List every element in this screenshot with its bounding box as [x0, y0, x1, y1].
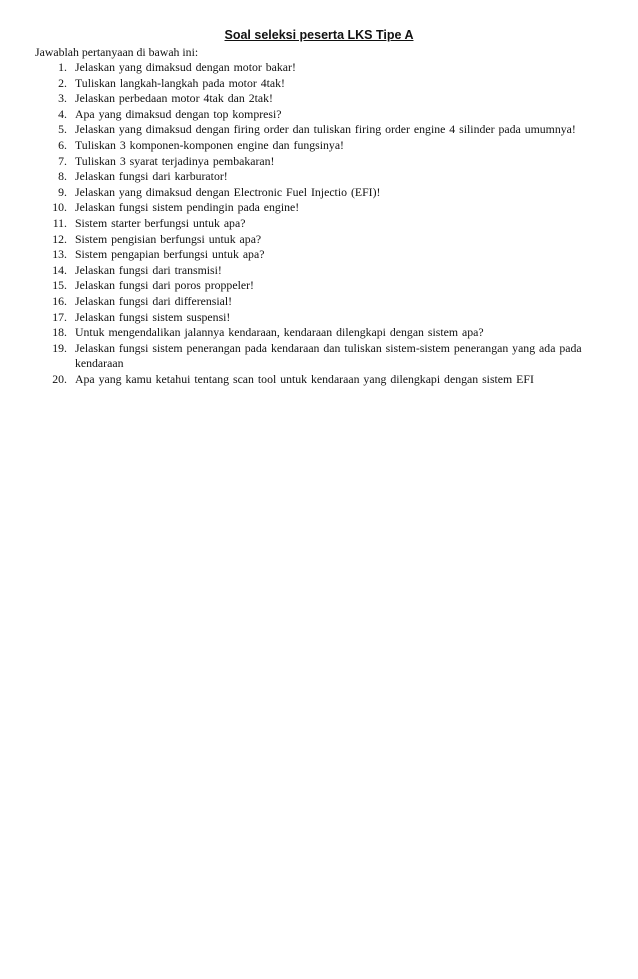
- question-item: [35, 185, 615, 201]
- question-number: 8.: [58, 169, 67, 184]
- question-text: Jelaskan fungsi dari poros proppeler!: [75, 278, 254, 293]
- question-item: [35, 247, 615, 263]
- question-number: 12.: [52, 231, 67, 246]
- question-text: Jelaskan yang dimaksud dengan motor bakar!: [75, 60, 296, 74]
- question-item: [35, 341, 615, 372]
- question-item: [35, 372, 615, 388]
- question-text: Tuliskan langkah-langkah pada motor 4tak!: [75, 75, 285, 90]
- instructions-text: Jawablah pertanyaan di bawah ini:: [35, 45, 199, 59]
- question-number: 9.: [58, 184, 67, 199]
- question-text: Jelaskan perbedaan motor 4tak dan 2tak!: [75, 91, 273, 106]
- question-text: Jelaskan fungsi sistem pendingin pada engine!: [75, 200, 300, 215]
- question-item: [35, 232, 615, 248]
- question-text: Apa yang dimaksud dengan top kompresi?: [75, 106, 282, 121]
- document-title: Soal seleksi peserta LKS Tipe A: [224, 28, 414, 42]
- question-number: 2.: [58, 75, 67, 90]
- question-item: [35, 154, 615, 170]
- question-number: 10.: [52, 200, 67, 215]
- question-text: Untuk mengendalikan jalannya kendaraan, kendaraan dilengkapi dengan sistem apa?: [75, 325, 484, 340]
- question-number: 19.: [52, 340, 67, 355]
- question-text: Jelaskan yang dimaksud dengan firing order dan tuliskan firing order engine 4 silinder pada umumnya!: [75, 122, 576, 137]
- question-number: 16.: [52, 293, 67, 308]
- question-text: Jelaskan fungsi dari differensial!: [75, 293, 233, 308]
- question-text: Sistem pengisian berfungsi untuk apa?: [75, 231, 262, 246]
- question-number: 4.: [58, 106, 67, 121]
- question-number: 7.: [58, 153, 67, 168]
- question-text: Jelaskan yang dimaksud dengan Electronic Fuel Injectio (EFI)!: [75, 184, 381, 199]
- question-item: [35, 138, 615, 154]
- question-text: Jelaskan fungsi dari transmisi!: [75, 262, 222, 277]
- question-text: Sistem pengapian berfungsi untuk apa?: [75, 247, 265, 262]
- question-number: 5.: [58, 122, 67, 137]
- question-number: 18.: [52, 325, 67, 340]
- question-item: [35, 200, 615, 216]
- question-item: [35, 76, 615, 92]
- question-number: 11.: [52, 215, 67, 230]
- question-number: 6.: [58, 137, 67, 152]
- question-item: [35, 91, 615, 107]
- question-item: [35, 310, 615, 326]
- question-item: [35, 325, 615, 341]
- question-item: [35, 169, 615, 185]
- question-text: Tuliskan 3 syarat terjadinya pembakaran!: [75, 153, 275, 168]
- question-number: 13.: [52, 247, 67, 262]
- question-number: 1.: [58, 60, 67, 74]
- question-number: 15.: [52, 278, 67, 293]
- question-number: 3.: [58, 91, 67, 106]
- question-item: [35, 216, 615, 232]
- question-number: 14.: [52, 262, 67, 277]
- question-text: Jelaskan fungsi sistem penerangan pada kendaraan dan tuliskan sistem-sistem penerangan yang ada pada kendaraan: [75, 340, 582, 371]
- question-list: [35, 60, 615, 387]
- question-number: 20.: [52, 371, 67, 386]
- question-text: Tuliskan 3 komponen-komponen engine dan fungsinya!: [75, 137, 344, 152]
- question-item: [35, 278, 615, 294]
- question-item: [35, 263, 615, 279]
- question-text: Jelaskan fungsi sistem suspensi!: [75, 309, 231, 324]
- question-text: Jelaskan fungsi dari karburator!: [75, 169, 228, 184]
- question-text: Sistem starter berfungsi untuk apa?: [75, 215, 246, 230]
- question-number: 17.: [52, 309, 67, 324]
- question-item: [35, 60, 615, 76]
- question-item: [35, 294, 615, 310]
- question-text: Apa yang kamu ketahui tentang scan tool untuk kendaraan yang dilengkapi dengan sistem EFI: [75, 371, 534, 386]
- question-item: [35, 107, 615, 123]
- question-item: [35, 122, 615, 138]
